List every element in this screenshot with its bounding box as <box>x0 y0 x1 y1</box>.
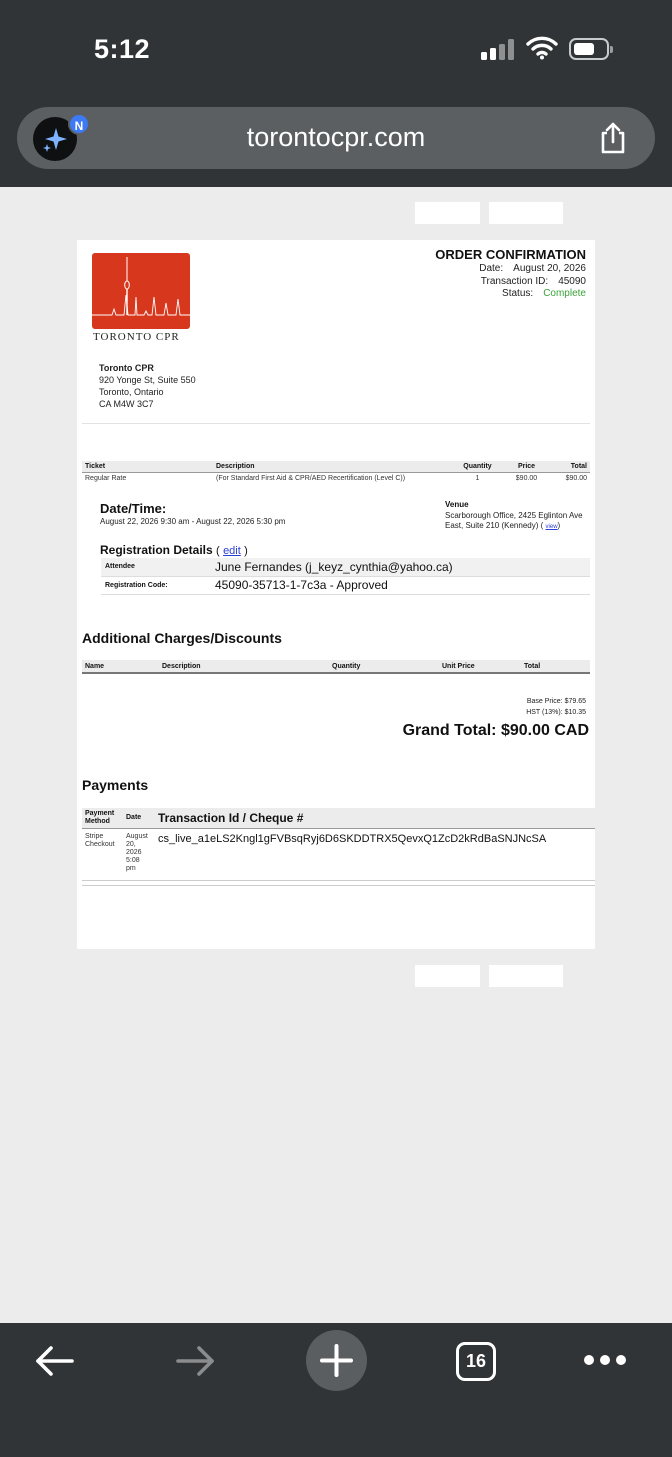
transaction-id-cell: cs_live_a1eLS2Kngl1gFVBsqRyj6D6SKDDTRX5QevxQ1ZcD2kRdBaSNJNcSA <box>158 833 547 845</box>
bottom-toolbar <box>0 1323 672 1457</box>
column-header: Total <box>548 461 590 473</box>
column-header: Description <box>159 660 329 673</box>
registration-table <box>101 558 590 595</box>
company-address <box>99 362 196 410</box>
price-cell: $90.00 <box>515 475 538 482</box>
share-icon[interactable] <box>597 121 629 155</box>
more-menu-icon[interactable] <box>584 1355 626 1367</box>
venue-view-link[interactable]: view <box>545 524 558 530</box>
back-arrow-icon[interactable] <box>33 1344 75 1378</box>
hst-label: HST (13%): <box>526 709 563 716</box>
description-cell: (For Standard First Aid & CPR/AED Recertification (Level C)) <box>216 475 406 482</box>
cn-tower-heartbeat-icon <box>92 253 190 329</box>
additional-charges-heading: Additional Charges/Discounts <box>82 630 282 646</box>
column-header: Total <box>521 660 590 673</box>
charges-table <box>82 660 590 674</box>
date-line: 20, <box>126 841 136 848</box>
toronto-cpr-logo <box>92 253 190 329</box>
venue-paren: ) <box>557 521 561 530</box>
forward-arrow-icon[interactable] <box>175 1344 217 1378</box>
ticket-cell: Regular Rate <box>85 475 127 482</box>
table-row <box>101 576 590 594</box>
payments-heading: Payments <box>82 777 149 793</box>
column-header: Quantity <box>450 461 505 473</box>
divider <box>82 880 595 886</box>
order-confirmation-title: ORDER CONFIRMATION <box>435 247 586 262</box>
table-row <box>82 829 595 878</box>
attendee-label: Attendee <box>101 558 215 576</box>
table-row <box>101 558 590 576</box>
venue-text: Scarborough Office, 2425 Eglinton Ave East, Suite 210 (Kennedy) <box>445 511 583 530</box>
column-header: Quantity <box>329 660 439 673</box>
price-breakdown <box>526 696 586 718</box>
total-cell: $90.00 <box>565 475 587 482</box>
order-date-label: Date: <box>479 263 504 274</box>
address-line: 920 Yonge St, Suite 550 <box>99 375 196 385</box>
column-header: Transaction Id / Cheque # <box>155 808 595 829</box>
cellular-signal-icon <box>481 38 517 60</box>
table-row <box>82 473 590 485</box>
payment-date-cell <box>123 829 155 878</box>
quantity-cell: 1 <box>475 475 480 482</box>
registration-code-value: 45090-35713-1-7c3a - Approved <box>215 576 590 594</box>
date-line: 2026 <box>126 849 142 856</box>
address-line: Toronto, Ontario <box>99 387 164 397</box>
order-date-row <box>479 263 586 274</box>
new-tab-button[interactable] <box>306 1330 367 1391</box>
placeholder-block <box>489 202 563 224</box>
datetime-heading: Date/Time: <box>100 501 167 516</box>
date-line: 5:08 <box>126 857 140 864</box>
column-header: Description <box>213 461 450 473</box>
order-date: August 20, 2026 <box>513 263 586 274</box>
plus-icon <box>306 1330 367 1391</box>
venue-paren: ( <box>540 521 544 530</box>
registration-details-heading <box>100 543 248 557</box>
address-line: CA M4W 3C7 <box>99 399 154 409</box>
url-bar[interactable] <box>17 107 655 169</box>
venue-address <box>445 511 587 532</box>
transaction-id-row <box>481 276 586 287</box>
payments-table <box>82 808 595 877</box>
datetime-value: August 22, 2026 9:30 am - August 22, 2026 5:30 pm <box>100 517 286 526</box>
status-label: Status: <box>502 288 534 299</box>
edit-paren: ( <box>216 545 220 557</box>
date-line: pm <box>126 865 136 872</box>
ai-badge: N <box>68 113 90 135</box>
divider <box>82 423 590 424</box>
tab-switcher-button[interactable]: 16 <box>456 1342 496 1381</box>
status-row <box>502 288 586 299</box>
grand-total: Grand Total: $90.00 CAD <box>402 722 589 739</box>
table-header-row <box>82 808 595 829</box>
edit-registration-link[interactable]: edit <box>223 545 241 557</box>
table-header-row <box>82 660 590 673</box>
base-price-row <box>526 696 586 707</box>
placeholder-block <box>415 202 480 224</box>
edit-paren: ) <box>244 545 248 557</box>
logo-wordmark: TORONTO CPR <box>93 331 180 343</box>
order-document <box>77 240 595 949</box>
table-header-row <box>82 461 590 473</box>
top-chrome <box>0 0 672 187</box>
status-value: Complete <box>543 288 586 299</box>
column-header: Name <box>82 660 159 673</box>
transaction-id: 45090 <box>558 276 586 287</box>
payment-method-cell: Stripe Checkout <box>85 833 115 848</box>
registration-title: Registration Details <box>100 543 213 557</box>
company-name: Toronto CPR <box>99 363 154 373</box>
status-time: 5:12 <box>94 34 151 64</box>
column-header: Payment Method <box>82 808 123 829</box>
column-header: Unit Price <box>439 660 521 673</box>
placeholder-block <box>489 965 563 987</box>
wifi-icon <box>526 36 558 60</box>
placeholder-block <box>415 965 480 987</box>
column-header: Date <box>123 808 155 829</box>
date-line: August <box>126 833 148 840</box>
column-header: Price <box>505 461 548 473</box>
transaction-id-label: Transaction ID: <box>480 276 549 287</box>
ticket-table <box>82 461 590 484</box>
hst-row <box>526 707 586 718</box>
registration-code-label: Registration Code: <box>101 576 215 594</box>
battery-icon <box>569 38 609 60</box>
attendee-value: June Fernandes (j_keyz_cynthia@yahoo.ca) <box>215 558 590 576</box>
base-price-value: $79.65 <box>564 698 586 705</box>
base-price-label: Base Price: <box>526 698 563 705</box>
url-text[interactable]: torontocpr.com <box>246 122 426 152</box>
column-header: Ticket <box>82 461 213 473</box>
hst-value: $10.35 <box>564 709 586 716</box>
venue-heading: Venue <box>445 500 469 509</box>
